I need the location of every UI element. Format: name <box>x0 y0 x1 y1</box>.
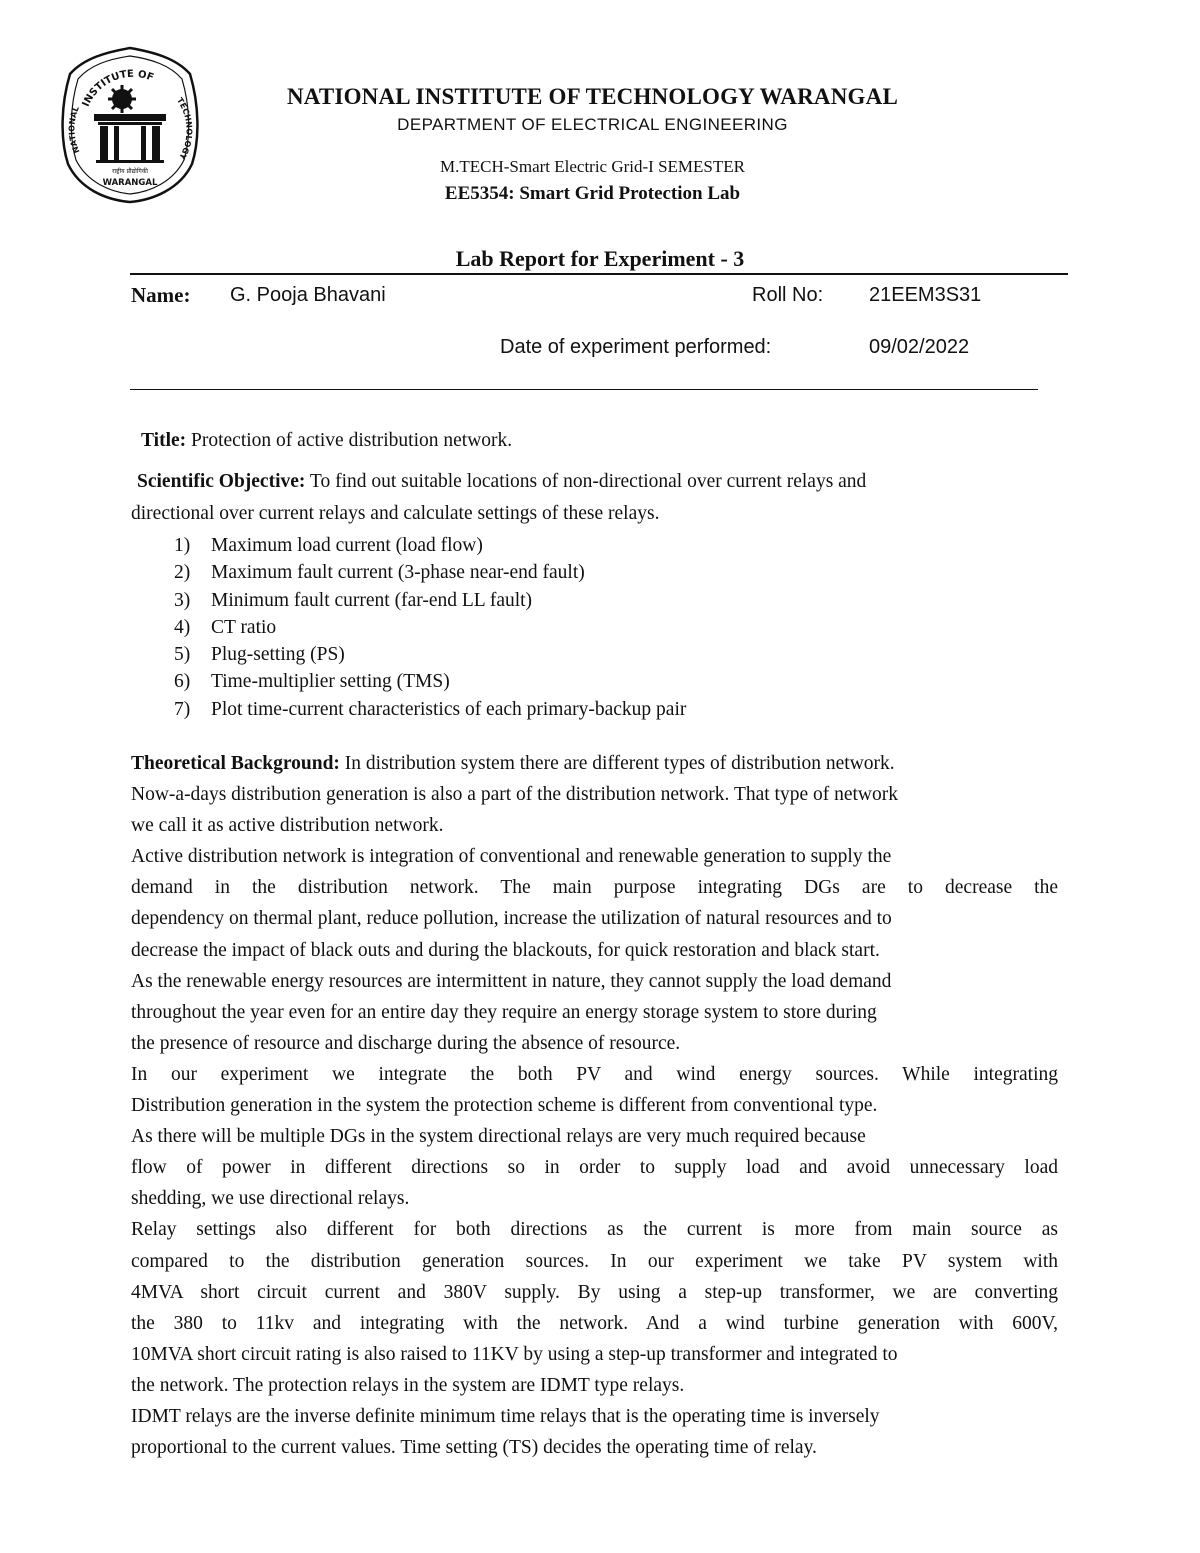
date-label: Date of experiment performed: <box>500 336 772 358</box>
theory-line: In our experiment we integrate the both PV and wind energy sources. While integrating <box>131 1063 1058 1085</box>
theory-line: demand in the distribution network. The main purpose integrating DGs are to decrease the <box>131 877 1058 899</box>
theory-line: As the renewable energy resources are intermittent in nature, they cannot supply the load demand <box>131 970 892 992</box>
name-value: G. Pooja Bhavani <box>230 284 386 306</box>
theory-line: Now-a-days distribution generation is also a part of the distribution network. That type of network <box>131 784 899 806</box>
logo-hindi: राष्ट्रीय प्रौद्योगिकी <box>112 168 148 175</box>
theory-line: 4MVA short circuit current and 380V supply. By using a step-up transformer, we are converting <box>131 1281 1058 1303</box>
program-name: M.TECH-Smart Electric Grid-I SEMESTER <box>439 157 745 176</box>
theory-line: As there will be multiple DGs in the system directional relays are very much required because <box>131 1126 866 1148</box>
theory-line: dependency on thermal plant, reduce pollution, increase the utilization of natural resources and to <box>131 908 892 930</box>
objective-line-2: directional over current relays and calculate settings of these relays. <box>131 503 660 524</box>
logo-text-right: TECHNOLOGY <box>175 96 194 161</box>
title-section <box>141 425 512 456</box>
theory-section <box>131 748 1058 1463</box>
theory-line: IDMT relays are the inverse definite minimum time relays that is the operating time is inversely <box>131 1405 880 1427</box>
theory-line: we call it as active distribution network. <box>131 815 444 837</box>
list-item: 1) Maximum load current (load flow) <box>174 535 483 556</box>
theory-line: the 380 to 11kv and integrating with the network. And a wind turbine generation with 600V, <box>131 1312 1058 1334</box>
divider-bottom <box>130 389 1038 390</box>
theory-line: 10MVA short circuit rating is also raised to 11KV by using a step-up transformer and integrated to <box>131 1343 898 1365</box>
title-label: Title: <box>141 430 187 451</box>
theory-label: Theoretical Background: <box>131 753 340 774</box>
course-name: EE5354: Smart Grid Protection Lab <box>444 183 741 204</box>
department-name: DEPARTMENT OF ELECTRICAL ENGINEERING <box>397 115 788 134</box>
list-item: 3) Minimum fault current (far-end LL fault) <box>174 589 533 611</box>
theory-line: Distribution generation in the system the protection scheme is different from conventional type. <box>131 1095 878 1117</box>
list-item: 4) CT ratio <box>174 616 277 638</box>
theory-line: Active distribution network is integration of conventional and renewable generation to supply the <box>131 846 892 868</box>
list-item: 2) Maximum fault current (3-phase near-end fault) <box>174 562 585 584</box>
logo-text-bottom: WARANGAL <box>102 178 158 188</box>
objective-section <box>131 466 1059 530</box>
divider-top <box>130 273 1068 275</box>
date-value: 09/02/2022 <box>869 336 970 358</box>
gear-icon <box>108 85 136 113</box>
theory-line: proportional to the current values. Time setting (TS) decides the operating time of relay. <box>131 1437 817 1459</box>
list-item: 6) Time-multiplier setting (TMS) <box>174 671 450 693</box>
roll-value: 21EEM3S31 <box>869 284 982 306</box>
theory-line: flow of power in different directions so in order to supply load and avoid unnecessary load <box>131 1157 1058 1179</box>
nitw-logo <box>58 44 202 204</box>
list-item: 5) Plug-setting (PS) <box>174 644 345 666</box>
theory-line: shedding, we use directional relays. <box>131 1188 410 1210</box>
logo-text-left: NATIONAL <box>67 104 82 155</box>
logo-text-top: INSTITUTE OF <box>80 68 156 109</box>
document-header <box>215 80 970 206</box>
theory-line: the presence of resource and discharge during the absence of resource. <box>131 1032 681 1054</box>
institute-name: NATIONAL INSTITUTE OF TECHNOLOGY WARANGAL <box>286 84 898 109</box>
list-item: 7) Plot time-current characteristics of each primary-backup pair <box>174 698 687 720</box>
theory-line: the network. The protection relays in the system are IDMT type relays. <box>131 1374 685 1396</box>
theory-line: Relay settings also different for both directions as the current is more from main source as <box>131 1219 1058 1241</box>
roll-label: Roll No: <box>752 284 824 306</box>
theory-line: compared to the distribution generation sources. In our experiment we take PV system with <box>131 1250 1058 1272</box>
theory-line: throughout the year even for an entire day they require an energy storage system to store during <box>131 1001 877 1023</box>
objective-label: Scientific Objective: <box>137 471 306 492</box>
theory-line: Theoretical Background: In distribution system there are different types of distribution network. <box>131 753 895 774</box>
name-label: Name: <box>131 283 191 307</box>
title-text: Protection of active distribution network. <box>186 430 513 451</box>
objective-line-1: To find out suitable locations of non-directional over current relays and <box>305 471 867 492</box>
report-title: Lab Report for Experiment - 3 <box>455 246 745 271</box>
objective-steps-list <box>174 532 686 723</box>
theory-line: decrease the impact of black outs and during the blackouts, for quick restoration and black start. <box>131 939 880 961</box>
